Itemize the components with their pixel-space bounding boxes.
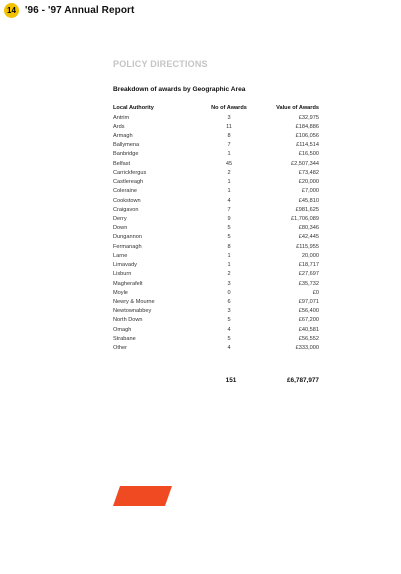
table-row [113, 168, 319, 177]
cell-value-of-awards: £97,071 [298, 298, 319, 305]
cell-value-of-awards: £27,697 [298, 271, 319, 278]
awards-table [113, 103, 319, 353]
cell-value-of-awards: £981,625 [295, 206, 319, 213]
cell-local-authority: Antrim [113, 114, 130, 121]
cell-local-authority: Newtownabbey [113, 308, 152, 315]
table-row [113, 150, 319, 159]
table-row [113, 334, 319, 343]
cell-no-of-awards: 4 [227, 197, 231, 204]
table-row [113, 307, 319, 316]
cell-no-of-awards: 5 [227, 317, 231, 324]
cell-value-of-awards: £42,445 [298, 234, 319, 241]
cell-local-authority: Dungannon [113, 234, 142, 241]
cell-value-of-awards: £7,000 [301, 188, 319, 195]
column-header-value-of-awards: Value of Awards [276, 105, 319, 111]
table-row [113, 288, 319, 297]
cell-no-of-awards: 7 [227, 142, 231, 149]
cell-local-authority: North Down [113, 317, 143, 324]
cell-value-of-awards: £35,732 [298, 280, 319, 287]
table-row [113, 270, 319, 279]
cell-local-authority: Coleraine [113, 188, 137, 195]
cell-local-authority: Lisburn [113, 271, 132, 278]
cell-no-of-awards: 5 [227, 234, 231, 241]
cell-no-of-awards: 2 [227, 271, 231, 278]
cell-value-of-awards: £20,000 [298, 179, 319, 186]
table-row [113, 233, 319, 242]
cell-local-authority: Cookstown [113, 197, 141, 204]
table-row [113, 325, 319, 334]
report-title: '96 - '97 Annual Report [25, 4, 135, 16]
cell-no-of-awards: 3 [227, 308, 231, 315]
cell-local-authority: Craigavon [113, 206, 139, 213]
cell-no-of-awards: 1 [227, 188, 231, 195]
cell-value-of-awards: £0 [312, 289, 319, 296]
table-row [113, 187, 319, 196]
table-row [113, 196, 319, 205]
cell-local-authority: Carrickfergus [113, 169, 147, 176]
cell-no-of-awards: 0 [227, 289, 231, 296]
cell-no-of-awards: 3 [227, 280, 231, 287]
cell-no-of-awards: 4 [227, 326, 231, 333]
cell-value-of-awards: £56,400 [298, 308, 319, 315]
cell-no-of-awards: 6 [227, 298, 231, 305]
page-header [4, 2, 134, 18]
cell-local-authority: Castlereagh [113, 179, 144, 186]
cell-value-of-awards: £1,706,089 [291, 216, 319, 223]
table-row [113, 261, 319, 270]
table-row [113, 122, 319, 131]
table-row [113, 113, 319, 122]
table-row [113, 343, 319, 352]
cell-value-of-awards: £80,346 [298, 225, 319, 232]
cell-no-of-awards: 5 [227, 335, 231, 342]
cell-local-authority: Larne [113, 252, 128, 259]
table-body [113, 113, 319, 353]
section-heading: POLICY DIRECTIONS [113, 59, 208, 69]
table-row [113, 178, 319, 187]
table-row [113, 316, 319, 325]
cell-local-authority: Moyle [113, 289, 128, 296]
table-row [113, 251, 319, 260]
cell-local-authority: Strabane [113, 335, 136, 342]
cell-local-authority: Ards [113, 123, 125, 130]
cell-local-authority: Fermanagh [113, 243, 142, 250]
cell-value-of-awards: £67,200 [298, 317, 319, 324]
cell-value-of-awards: £2,507,344 [291, 160, 319, 167]
table-row [113, 141, 319, 150]
cell-no-of-awards: 1 [227, 252, 231, 259]
table-header-row [113, 103, 319, 113]
cell-local-authority: Down [113, 225, 128, 232]
cell-local-authority: Magherafelt [113, 280, 143, 287]
cell-local-authority: Newry & Mourne [113, 298, 155, 305]
cell-no-of-awards: 1 [227, 151, 231, 158]
cell-no-of-awards: 2 [227, 169, 231, 176]
cell-no-of-awards: 4 [227, 345, 231, 352]
cell-no-of-awards: 9 [227, 216, 231, 223]
table-title: Breakdown of awards by Geographic Area [113, 86, 246, 93]
cell-no-of-awards: 3 [227, 114, 231, 121]
cell-value-of-awards: £16,500 [298, 151, 319, 158]
cell-no-of-awards: 8 [227, 133, 231, 140]
cell-no-of-awards: 1 [227, 179, 231, 186]
cell-value-of-awards: 20,000 [301, 252, 319, 259]
cell-value-of-awards: £40,581 [298, 326, 319, 333]
cell-local-authority: Armagh [113, 133, 133, 140]
cell-local-authority: Derry [113, 216, 127, 223]
cell-local-authority: Ballymena [113, 142, 140, 149]
decorative-red-parallelogram [113, 486, 172, 506]
cell-value-of-awards: £32,975 [298, 114, 319, 121]
cell-local-authority: Other [113, 345, 127, 352]
cell-no-of-awards: 1 [227, 262, 231, 269]
column-header-no-of-awards: No of Awards [211, 105, 247, 111]
table-row [113, 205, 319, 214]
cell-local-authority: Belfast [113, 160, 131, 167]
total-awards: 151 [225, 377, 237, 384]
table-row [113, 224, 319, 233]
cell-local-authority: Banbridge [113, 151, 139, 158]
total-value: £6,787,977 [287, 377, 319, 384]
cell-no-of-awards: 7 [227, 206, 231, 213]
cell-value-of-awards: £184,886 [295, 123, 319, 130]
cell-local-authority: Omagh [113, 326, 132, 333]
table-row [113, 214, 319, 223]
cell-local-authority: Limavady [113, 262, 137, 269]
table-row [113, 131, 319, 140]
page-number-badge: 14 [4, 3, 19, 18]
table-row [113, 279, 319, 288]
cell-value-of-awards: £114,514 [296, 142, 319, 149]
cell-value-of-awards: £73,482 [298, 169, 319, 176]
cell-value-of-awards: £18,717 [298, 262, 319, 269]
cell-value-of-awards: £115,955 [296, 243, 319, 250]
cell-value-of-awards: £106,056 [295, 133, 319, 140]
cell-no-of-awards: 8 [227, 243, 231, 250]
cell-value-of-awards: £56,552 [298, 335, 319, 342]
cell-no-of-awards: 5 [227, 225, 231, 232]
cell-value-of-awards: £333,000 [295, 345, 319, 352]
table-row [113, 159, 319, 168]
table-row [113, 297, 319, 306]
column-header-local-authority: Local Authority [113, 105, 154, 111]
table-row [113, 242, 319, 251]
cell-no-of-awards: 11 [226, 123, 232, 130]
cell-value-of-awards: £45,810 [298, 197, 319, 204]
cell-no-of-awards: 45 [225, 160, 233, 167]
